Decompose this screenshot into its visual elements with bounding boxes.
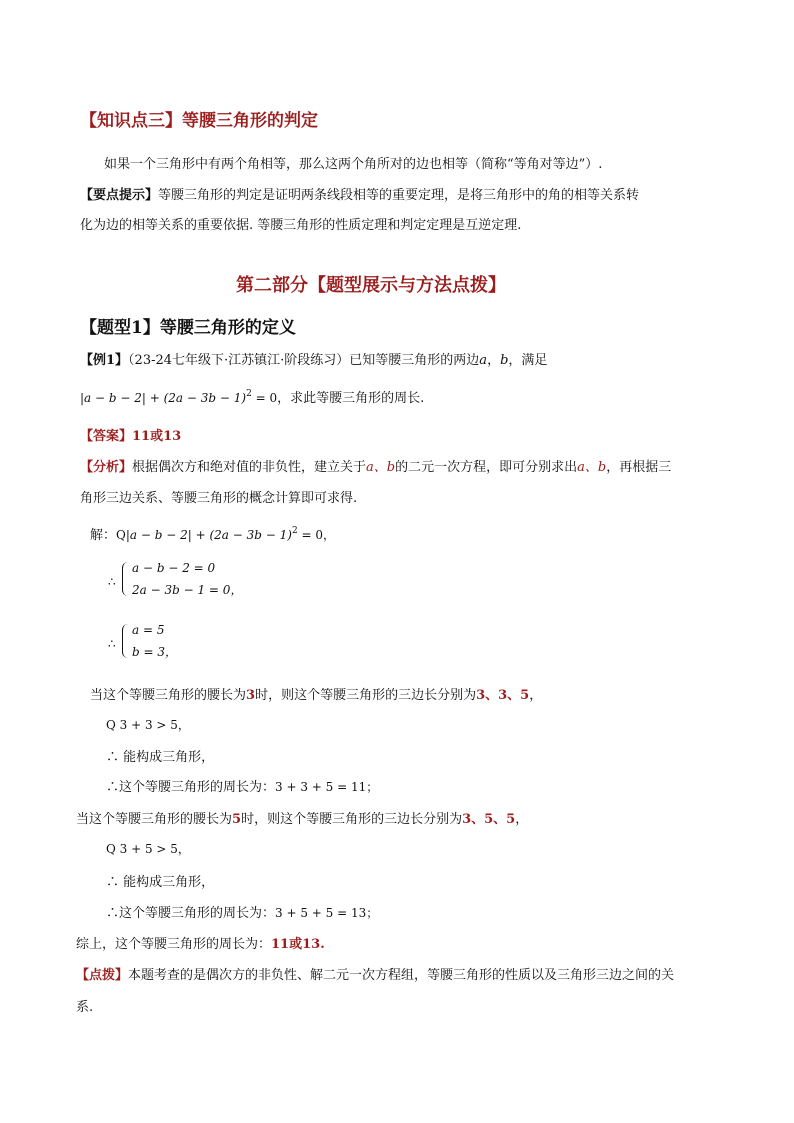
case-2-perimeter-label: ∴这个等腰三角形的周长为： xyxy=(106,906,276,921)
type-1-title: 【题型1】等腰三角形的定义 xyxy=(80,318,296,338)
var-b: b xyxy=(500,353,509,368)
case-2-leg: 5 xyxy=(232,812,242,827)
system-2-eq-2-text: b = 3 xyxy=(132,645,165,659)
solution-label: 解： xyxy=(90,528,117,543)
case-1-text-a: 当这个等腰三角形的腰长为 xyxy=(90,688,247,703)
comma: ， xyxy=(487,353,501,368)
answer-label: 【答案】 xyxy=(80,429,133,444)
therefore-symbol-1: ∴ xyxy=(108,575,116,589)
case-2-perimeter xyxy=(106,902,378,921)
case-1-text-b: 时，则这个等腰三角形的三边长分别为 xyxy=(255,688,477,703)
analysis-text-c: 的二元一次方程，即可分别求出 xyxy=(395,460,578,475)
summary-value: 11或13. xyxy=(271,937,325,952)
condition-question: ，求此等腰三角形的周长. xyxy=(277,391,425,406)
case-1-because: Q 3 + 3 > 5， xyxy=(106,718,190,732)
analysis-line-1 xyxy=(80,456,671,475)
section-heading-knowledge-3: 【知识点三】等腰三角形的判定 xyxy=(80,111,318,131)
system-2-comma: ， xyxy=(165,645,178,659)
summary-text: 综上，这个等腰三角形的周长为： xyxy=(76,937,272,952)
case-1-perimeter xyxy=(106,776,378,795)
case-1-line xyxy=(90,684,542,703)
case-2-because: Q 3 + 5 > 5， xyxy=(106,842,190,856)
definition-paragraph: 如果一个三角形中有两个角相等，那么这两个角所对的边也相等（简称“等角对等边”）. xyxy=(104,157,603,172)
case-2-sides: 3、5、5 xyxy=(462,812,516,827)
part-two-title: 第二部分【题型展示与方法点拨】 xyxy=(236,275,506,296)
case-2-text-a: 当这个等腰三角形的腰长为 xyxy=(76,812,233,827)
example-1-source: （23-24七年级下·江苏镇江·阶段练习）已知等腰三角形的两边 xyxy=(128,353,480,368)
case-2-comma: ， xyxy=(515,812,529,827)
key-tip-line-2: 化为边的相等关系的重要依据. 等腰三角形的性质定理和判定定理是互逆定理. xyxy=(80,218,522,233)
tips-line-1 xyxy=(76,964,674,983)
example-1-statement xyxy=(80,349,547,368)
tips-label: 【点拨】 xyxy=(76,968,129,983)
system-brace-2 xyxy=(122,624,130,658)
solution-eq-exponent: 2 xyxy=(291,526,298,536)
case-1-comma: ， xyxy=(529,688,543,703)
case-1-perimeter-label: ∴这个等腰三角形的周长为： xyxy=(106,780,276,795)
case-2-perimeter-value: 3 + 5 + 5 = 13； xyxy=(275,906,379,920)
example-1-tail: ，满足 xyxy=(508,353,548,368)
solution-eq-left: |a − b − 2| + (2a − 3b − 1) xyxy=(125,528,292,542)
system-2-eq-2 xyxy=(132,643,177,660)
summary-line xyxy=(76,933,325,952)
analysis-text-a: 根据偶次方和绝对值的非负性，建立关于 xyxy=(132,460,367,475)
system-1-eq-1: a − b − 2 = 0 xyxy=(132,561,216,575)
analysis-vars-1: a、b xyxy=(366,460,396,475)
system-1-comma: ， xyxy=(230,583,243,597)
analysis-label: 【分析】 xyxy=(80,460,133,475)
analysis-text-e: ，再根据三 xyxy=(606,460,672,475)
system-2-eq-1: a = 5 xyxy=(132,623,165,637)
solution-first-line xyxy=(90,524,335,543)
system-brace-1 xyxy=(122,562,130,596)
answer-value: 11或13 xyxy=(132,429,182,444)
var-a: a xyxy=(479,353,488,368)
condition-exponent: 2 xyxy=(246,389,252,399)
example-1-label: 【例1】 xyxy=(80,353,129,368)
analysis-line-2: 角形三边关系、等腰三角形的概念计算即可求得. xyxy=(80,491,358,506)
case-1-can-form: ∴ 能构成三角形， xyxy=(106,750,215,765)
case-1-sides: 3、3、5 xyxy=(476,688,530,703)
tips-text-1: 本题考查的是偶次方的非负性、解二元一次方程组，等腰三角形的性质以及三角形三边之间的关 xyxy=(128,968,675,983)
key-tip-text-1: 等腰三角形的判定是证明两条线段相等的重要定理，是将三角形中的角的相等关系转 xyxy=(158,188,640,203)
case-1-perimeter-value: 3 + 3 + 5 = 11； xyxy=(275,780,379,794)
tips-line-2: 系. xyxy=(76,1000,94,1015)
condition-right: = 0 xyxy=(251,391,278,405)
key-tip-label: 【要点提示】 xyxy=(80,188,159,203)
key-tip-line-1 xyxy=(80,184,639,203)
system-1-eq-2-text: 2a − 3b − 1 = 0 xyxy=(132,583,231,597)
answer-line xyxy=(80,425,181,444)
example-1-condition xyxy=(80,387,424,406)
solution-eq-right: = 0， xyxy=(297,528,335,542)
analysis-vars-2: a、b xyxy=(577,460,607,475)
case-2-can-form: ∴ 能构成三角形， xyxy=(106,875,215,890)
because-symbol: Q xyxy=(116,528,126,542)
case-1-leg: 3 xyxy=(246,688,256,703)
therefore-symbol-2: ∴ xyxy=(108,637,116,651)
case-2-line xyxy=(76,808,528,827)
condition-left: |a − b − 2| + (2a − 3b − 1) xyxy=(80,391,247,405)
system-1-eq-2 xyxy=(132,581,242,598)
case-2-text-b: 时，则这个等腰三角形的三边长分别为 xyxy=(241,812,463,827)
